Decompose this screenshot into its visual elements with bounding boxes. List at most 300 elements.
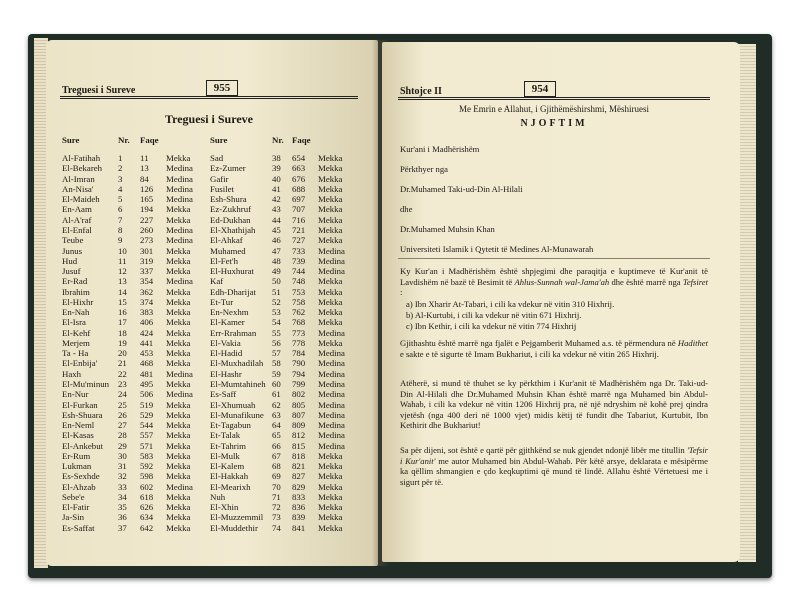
table-row: [62, 492, 358, 502]
surah-origin: Mekka: [166, 317, 191, 328]
surah-number: 3: [118, 173, 123, 184]
surah-page: 812: [292, 430, 306, 441]
table-row: [62, 245, 358, 255]
surah-number: 4: [118, 183, 123, 194]
surah-name: El-Furkan: [62, 399, 98, 410]
surah-origin: Medina: [318, 255, 345, 266]
table-row: [62, 348, 358, 358]
surah-number: 46: [272, 235, 281, 246]
surah-page: 762: [292, 307, 306, 318]
surah-name: El-Vakia: [210, 337, 241, 348]
surah-page: 807: [292, 409, 306, 420]
surah-name: Es-Saffat: [62, 522, 95, 533]
surah-number: 36: [118, 512, 127, 523]
surah-name: Esh-Shura: [210, 194, 247, 205]
surah-page: 748: [292, 276, 306, 287]
surah-name: En-Nexhm: [210, 307, 249, 318]
paragraph-1: Ky Kur'an i Madhërishëm është shpjegimi dhe paraqitja e kuptimeve të Kur'anit të Lavdishëm në bazë të Besimit të Ahlus-Sunnah wal-Jama'ah dhe është marrë nga Tefsiret :: [400, 266, 708, 298]
surah-number: 38: [272, 153, 281, 164]
surah-origin: Mekka: [318, 276, 343, 287]
table-row: [62, 204, 358, 214]
surah-origin: Mekka: [166, 307, 191, 318]
surah-page: 727: [292, 235, 306, 246]
surah-page: 227: [140, 214, 154, 225]
surah-number: 74: [272, 522, 281, 533]
surah-number: 42: [272, 194, 281, 205]
surah-origin: Medina: [318, 245, 345, 256]
surah-number: 16: [118, 307, 127, 318]
surah-name: Al-Fatihah: [62, 153, 101, 164]
surah-page: 733: [292, 245, 306, 256]
surah-number: 45: [272, 224, 281, 235]
surah-origin: Mekka: [166, 153, 191, 164]
surah-origin: Mekka: [166, 286, 191, 297]
table-row: [62, 235, 358, 245]
surah-page: 642: [140, 522, 154, 533]
surah-page: 841: [292, 522, 306, 533]
table-row: [62, 399, 358, 409]
surah-index-table: [62, 135, 358, 533]
surah-origin: Mekka: [166, 327, 191, 338]
table-row: [62, 276, 358, 286]
surah-name: En-Neml: [62, 420, 95, 431]
table-row: [62, 420, 358, 430]
table-row: [62, 163, 358, 173]
surah-page: 598: [140, 471, 154, 482]
surah-origin: Mekka: [166, 399, 191, 410]
table-row: [62, 379, 358, 389]
table-row: [62, 286, 358, 296]
surah-number: 40: [272, 173, 281, 184]
surah-page: 592: [140, 461, 154, 472]
surah-origin: Mekka: [166, 337, 191, 348]
surah-origin: Medina: [166, 276, 193, 287]
surah-page: 821: [292, 461, 306, 472]
surah-origin: Medina: [318, 409, 345, 420]
surah-page: 758: [292, 296, 306, 307]
surah-name: El-Mearixh: [210, 481, 251, 492]
surah-number: 12: [118, 266, 127, 277]
surah-number: 64: [272, 420, 281, 431]
surah-number: 15: [118, 296, 127, 307]
surah-origin: Mekka: [318, 224, 343, 235]
surah-origin: Medina: [166, 481, 193, 492]
surah-name: Al-Imran: [62, 173, 95, 184]
surah-page: 778: [292, 337, 306, 348]
surah-origin: Mekka: [318, 317, 343, 328]
surah-page: 663: [292, 163, 306, 174]
source-item: b) Al-Kurtubi, i cili ka vdekur në vitin 671 Hixhrij.: [406, 310, 582, 320]
surah-name: Ed-Dukhan: [210, 214, 251, 225]
right-header-rule: [398, 97, 710, 98]
surah-number: 66: [272, 440, 281, 451]
surah-origin: Mekka: [318, 235, 343, 246]
left-header-rule: [60, 96, 358, 97]
table-row: [62, 338, 358, 348]
surah-origin: Mekka: [318, 337, 343, 348]
surah-name: Es-Sexhde: [62, 471, 100, 482]
surah-page: 654: [292, 153, 306, 164]
surah-name: Ez-Zukhruf: [210, 204, 252, 215]
surah-name: El-Kalem: [210, 461, 245, 472]
surah-page: 354: [140, 276, 154, 287]
surah-name: El-Maideh: [62, 194, 100, 205]
surah-name: El-Hadid: [210, 348, 243, 359]
surah-number: 11: [118, 255, 127, 266]
surah-name: Er-Rad: [62, 276, 88, 287]
col-sure: Sure: [62, 135, 80, 145]
table-row: [62, 502, 358, 512]
col-sure-2: Sure: [210, 135, 228, 145]
surah-origin: Mekka: [318, 153, 343, 164]
surah-origin: Mekka: [166, 409, 191, 420]
surah-name: El-Xhin: [210, 502, 239, 513]
right-page-number: 954: [524, 81, 556, 97]
surah-origin: Mekka: [166, 522, 191, 533]
surah-number: 68: [272, 461, 281, 472]
surah-page: 495: [140, 378, 154, 389]
surah-page: 557: [140, 430, 154, 441]
surah-name: En-Nur: [62, 389, 89, 400]
surah-number: 43: [272, 204, 281, 215]
surah-name: Edh-Dharijat: [210, 286, 256, 297]
surah-page: 815: [292, 440, 306, 451]
surah-origin: Medina: [166, 163, 193, 174]
surah-number: 59: [272, 368, 281, 379]
surah-page: 165: [140, 194, 154, 205]
surah-page: 529: [140, 409, 154, 420]
table-row: [62, 482, 358, 492]
surah-page: 424: [140, 327, 154, 338]
surah-page: 11: [140, 153, 149, 164]
surah-origin: Medina: [166, 224, 193, 235]
surah-name: Es-Saff: [210, 389, 237, 400]
surah-origin: Mekka: [166, 358, 191, 369]
surah-number: 50: [272, 276, 281, 287]
surah-number: 48: [272, 255, 281, 266]
surah-name: El-Mu'minun: [62, 378, 110, 389]
surah-number: 5: [118, 194, 123, 205]
surah-page: 697: [292, 194, 306, 205]
surah-name: El-Mulk: [210, 450, 240, 461]
surah-name: Esh-Shuara: [62, 409, 103, 420]
notice-heading: NJOFTIM: [520, 118, 588, 129]
surah-origin: Mekka: [318, 163, 343, 174]
table-row: [62, 194, 358, 204]
surah-number: 28: [118, 430, 127, 441]
surah-origin: Mekka: [166, 440, 191, 451]
index-title: Treguesi i Sureve: [165, 112, 253, 126]
surah-name: Ta - Ha: [62, 348, 89, 359]
surah-origin: Mekka: [318, 461, 343, 472]
surah-page: 406: [140, 317, 154, 328]
surah-origin: Medina: [318, 399, 345, 410]
surah-page: 583: [140, 450, 154, 461]
intro-line-1: Kur'ani i Madhërishëm: [400, 144, 480, 154]
surah-page: 809: [292, 420, 306, 431]
right-header-rule-2: [398, 99, 710, 100]
paragraph-3: Atëherë, si mund të thuhet se ky përkthim i Kur'anit të Madhërishëm nga Dr. Taki-ud-Din Al-Hilali dhe Dr.Muhamed Muhsin Khan është marrë nga Muhamed bin Abdul-Wahab, i cili ka vdekur në vitin 1206 Hixhrij pra, në një ndryshim në kohë prej qindra vjetësh (nga 400 deri në 1000 vjet) midis këtij të fundit dhe Tabariut, Kurtubit, Ibn Kethirit dhe Bukhariut!: [400, 378, 708, 431]
surah-origin: Mekka: [166, 450, 191, 461]
surah-number: 10: [118, 245, 127, 256]
surah-origin: Mekka: [166, 378, 191, 389]
surah-page: 84: [140, 173, 149, 184]
surah-number: 57: [272, 348, 281, 359]
surah-page: 744: [292, 266, 306, 277]
col-blank-2: [318, 135, 358, 153]
surah-name: Sebe'e: [62, 491, 85, 502]
surah-number: 34: [118, 491, 127, 502]
surah-origin: Mekka: [318, 173, 343, 184]
surah-name: El-Muddethir: [210, 522, 258, 533]
surah-page: 799: [292, 378, 306, 389]
surah-origin: Mekka: [318, 502, 343, 513]
surah-page: 519: [140, 399, 154, 410]
table-row: [62, 184, 358, 194]
surah-number: 26: [118, 409, 127, 420]
surah-number: 56: [272, 337, 281, 348]
surah-name: Kaf: [210, 276, 224, 287]
table-row: [62, 358, 358, 368]
surah-origin: Mekka: [166, 420, 191, 431]
surah-number: 39: [272, 163, 281, 174]
surah-number: 20: [118, 348, 127, 359]
col-nr-2: Nr.: [272, 135, 284, 145]
surah-page: 337: [140, 266, 154, 277]
surah-page: 481: [140, 368, 154, 379]
surah-name: Et-Tahrim: [210, 440, 247, 451]
surah-origin: Medina: [318, 348, 345, 359]
surah-page: 773: [292, 327, 306, 338]
surah-page: 602: [140, 481, 154, 492]
page-edge-right: [738, 44, 756, 562]
surah-page: 506: [140, 389, 154, 400]
surah-page: 374: [140, 296, 154, 307]
surah-page: 836: [292, 502, 306, 513]
surah-origin: Mekka: [318, 214, 343, 225]
col-faqe: Faqe: [140, 135, 159, 145]
surah-origin: Medina: [318, 378, 345, 389]
surah-page: 676: [292, 173, 306, 184]
surah-name: El-Munafikune: [210, 409, 264, 420]
surah-number: 63: [272, 409, 281, 420]
surah-name: Et-Tur: [210, 296, 234, 307]
surah-number: 6: [118, 204, 123, 215]
surah-name: El-Xhathijah: [210, 224, 256, 235]
surah-origin: Medina: [318, 358, 345, 369]
table-row: [62, 461, 358, 471]
surah-origin: Mekka: [166, 266, 191, 277]
surah-page: 827: [292, 471, 306, 482]
surah-page: 794: [292, 368, 306, 379]
surah-number: 13: [118, 276, 127, 287]
surah-name: El-Fet'h: [210, 255, 238, 266]
surah-name: An-Nisa': [62, 183, 94, 194]
surah-name: Fusilet: [210, 183, 234, 194]
surah-number: 47: [272, 245, 281, 256]
surah-page: 829: [292, 481, 306, 492]
table-header-row: [62, 135, 358, 153]
surah-origin: Mekka: [318, 522, 343, 533]
section-divider: [398, 258, 710, 259]
surah-number: 35: [118, 502, 127, 513]
surah-name: Muhamed: [210, 245, 246, 256]
source-list: [406, 299, 706, 332]
col-nr: Nr.: [118, 135, 130, 145]
surah-origin: Medina: [318, 420, 345, 431]
surah-number: 73: [272, 512, 281, 523]
surah-page: 818: [292, 450, 306, 461]
surah-name: El-Ahkaf: [210, 235, 243, 246]
col-faqe-2: Faqe: [292, 135, 311, 145]
surah-number: 52: [272, 296, 281, 307]
intro-line-3: Dr.Muhamed Taki-ud-Din Al-Hilali: [400, 184, 523, 194]
table-row: [62, 256, 358, 266]
surah-name: El-Fatir: [62, 502, 90, 513]
surah-page: 721: [292, 224, 306, 235]
surah-page: 260: [140, 224, 154, 235]
surah-name: El-Xhumuah: [210, 399, 256, 410]
surah-origin: Mekka: [318, 194, 343, 205]
surah-origin: Medina: [166, 389, 193, 400]
surah-origin: Mekka: [318, 471, 343, 482]
surah-origin: Medina: [166, 194, 193, 205]
surah-page: 126: [140, 183, 154, 194]
surah-name: En-Aam: [62, 204, 92, 215]
surah-name: Ibrahim: [62, 286, 90, 297]
surah-page: 362: [140, 286, 154, 297]
surah-origin: Mekka: [318, 307, 343, 318]
surah-name: El-Hakkah: [210, 471, 249, 482]
surah-name: Er-Rum: [62, 450, 91, 461]
surah-name: El-Enfal: [62, 224, 92, 235]
surah-origin: Mekka: [166, 471, 191, 482]
surah-page: 790: [292, 358, 306, 369]
surah-number: 27: [118, 420, 127, 431]
surah-origin: Medina: [318, 440, 345, 451]
surah-page: 716: [292, 214, 306, 225]
table-row: [62, 471, 358, 481]
surah-number: 71: [272, 491, 281, 502]
surah-name: El-Muxhadilah: [210, 358, 264, 369]
surah-number: 1: [118, 153, 123, 164]
surah-name: El-Enbija': [62, 358, 98, 369]
surah-name: El-Mumtahineh: [210, 378, 266, 389]
surah-origin: Mekka: [318, 204, 343, 215]
surah-origin: Mekka: [166, 430, 191, 441]
left-page-number: 955: [206, 80, 238, 96]
surah-origin: Medina: [166, 183, 193, 194]
col-blank: [166, 135, 210, 153]
surah-origin: Mekka: [318, 491, 343, 502]
surah-page: 571: [140, 440, 154, 451]
surah-origin: Mekka: [166, 512, 191, 523]
surah-name: Jusuf: [62, 266, 81, 277]
surah-number: 60: [272, 378, 281, 389]
table-row: [62, 266, 358, 276]
right-running-head: Shtojce II: [400, 86, 442, 97]
surah-name: El-Isra: [62, 317, 86, 328]
surah-number: 41: [272, 183, 281, 194]
surah-name: Sad: [210, 153, 224, 164]
surah-origin: Medina: [166, 368, 193, 379]
surah-page: 468: [140, 358, 154, 369]
surah-name: El-Kamer: [210, 317, 245, 328]
surah-name: Hud: [62, 255, 78, 266]
surah-number: 62: [272, 399, 281, 410]
surah-number: 9: [118, 235, 123, 246]
surah-name: Et-Tagabun: [210, 420, 251, 431]
table-row: [62, 174, 358, 184]
surah-name: Lukman: [62, 461, 92, 472]
surah-page: 273: [140, 235, 154, 246]
surah-origin: Medina: [318, 327, 345, 338]
surah-number: 72: [272, 502, 281, 513]
surah-name: Nuh: [210, 491, 226, 502]
table-row: [62, 389, 358, 399]
table-row: [62, 297, 358, 307]
surah-number: 70: [272, 481, 281, 492]
left-header-rule-2: [60, 98, 358, 99]
surah-number: 25: [118, 399, 127, 410]
surah-name: El-Kasas: [62, 430, 94, 441]
paragraph-2: Gjithashtu është marrë nga fjalët e Pejgamberit Muhamed a.s. të përmendura në Hadithet e sakte e të sigurte të Imam Bukhariut, i cili ka vdekur në vitin 265 Hixhrij.: [400, 338, 708, 359]
surah-name: El-Huxhurat: [210, 266, 254, 277]
surah-number: 29: [118, 440, 127, 451]
surah-page: 802: [292, 389, 306, 400]
surah-name: Al-A'raf: [62, 214, 92, 225]
surah-origin: Mekka: [318, 481, 343, 492]
surah-number: 17: [118, 317, 127, 328]
intro-line-6: Universiteti Islamik i Qytetit të Medines Al-Munawarah: [400, 244, 594, 254]
surah-number: 58: [272, 358, 281, 369]
surah-name: En-Nah: [62, 307, 90, 318]
surah-number: 69: [272, 471, 281, 482]
surah-name: El-Ahzab: [62, 481, 96, 492]
surah-page: 688: [292, 183, 306, 194]
surah-origin: Medina: [318, 430, 345, 441]
surah-name: Et-Talak: [210, 430, 241, 441]
surah-name: El-Hixhr: [62, 296, 94, 307]
table-row: [62, 153, 358, 163]
surah-page: 441: [140, 337, 154, 348]
surah-number: 61: [272, 389, 281, 400]
surah-name: El-Kehf: [62, 327, 91, 338]
surah-number: 30: [118, 450, 127, 461]
surah-page: 544: [140, 420, 154, 431]
surah-page: 634: [140, 512, 154, 523]
table-row: [62, 451, 358, 461]
invocation: Me Emrin e Allahut, i Gjithëmëshirshmi, Mëshiruesi: [459, 104, 649, 114]
surah-number: 23: [118, 378, 127, 389]
surah-origin: Medina: [166, 173, 193, 184]
table-row: [62, 317, 358, 327]
surah-page: 453: [140, 348, 154, 359]
surah-number: 19: [118, 337, 127, 348]
surah-number: 31: [118, 461, 127, 472]
surah-number: 8: [118, 224, 123, 235]
paragraph-4: Sa për dijeni, sot është e qartë për gjithkënd se nuk gjendet ndonjë libër me titullin 'Tefsir i Kur'anit' me autor Muhamed bin Abdul-Wahab. Për këtë arsye, deklarata e mësipërme ka qëllim shmangien e çdo keqkuptimi që mund të lindë. Allahu është Vërtetuesi me i sigurt për të.: [400, 445, 708, 487]
surah-number: 51: [272, 286, 281, 297]
surah-origin: Mekka: [318, 183, 343, 194]
surah-page: 194: [140, 204, 154, 215]
surah-number: 49: [272, 266, 281, 277]
surah-number: 44: [272, 214, 281, 225]
surah-number: 33: [118, 481, 127, 492]
surah-origin: Mekka: [166, 348, 191, 359]
surah-origin: Mekka: [318, 296, 343, 307]
surah-name: Merjem: [62, 337, 90, 348]
